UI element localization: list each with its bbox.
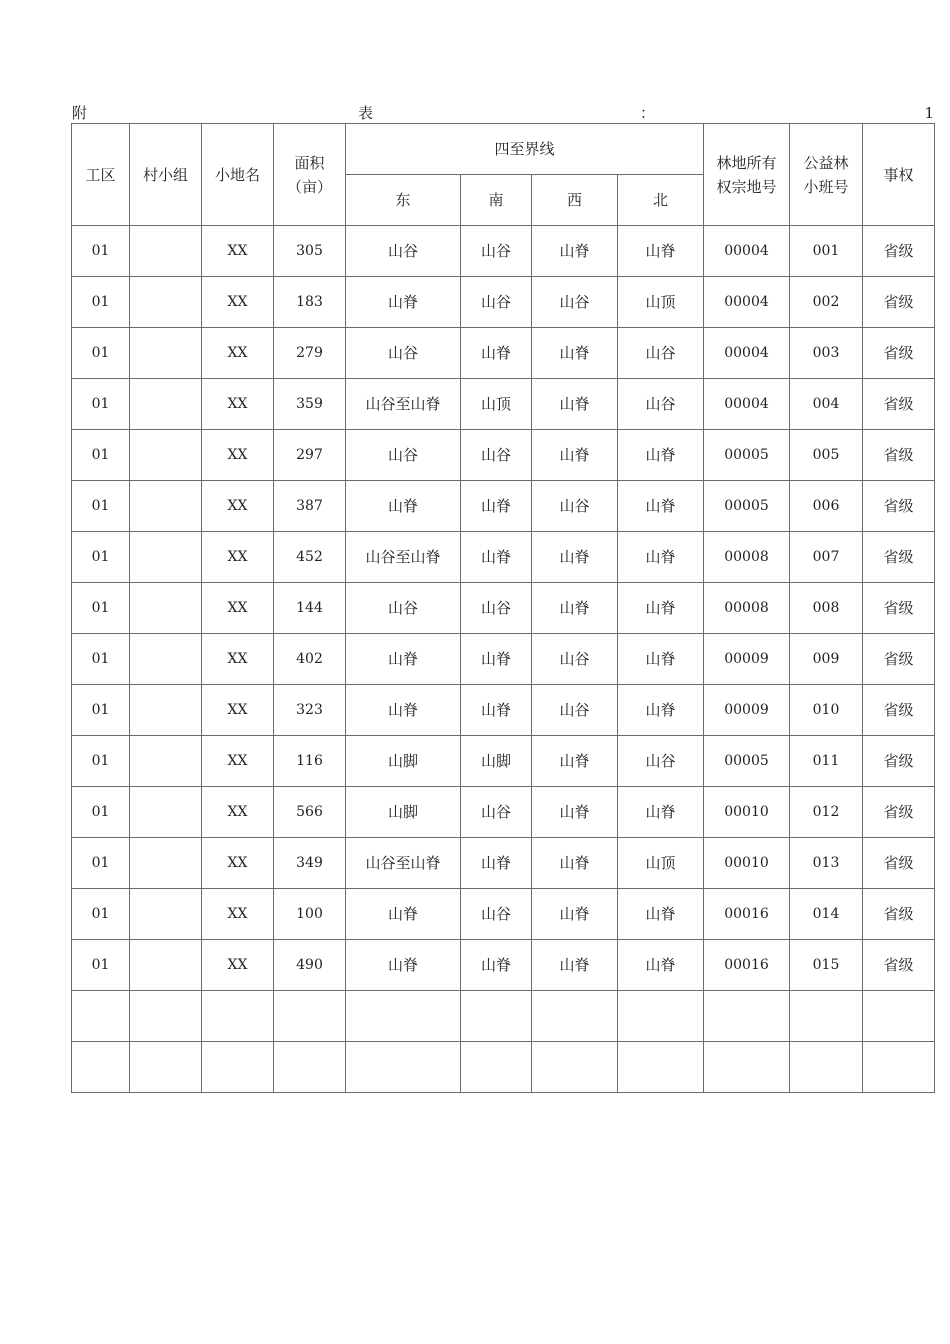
cell-bei: 山脊 bbox=[618, 685, 704, 736]
cell-cunxiaozu bbox=[130, 838, 202, 889]
header-nan: 南 bbox=[461, 175, 532, 226]
cell-nan: 山谷 bbox=[461, 787, 532, 838]
cell-xiaobanhao: 008 bbox=[790, 583, 863, 634]
cell-nan: 山谷 bbox=[461, 889, 532, 940]
forest-land-table bbox=[71, 123, 935, 1093]
cell-shiquan: 省级 bbox=[863, 226, 935, 277]
cell-dong: 山谷 bbox=[346, 328, 461, 379]
cell-dong: 山谷 bbox=[346, 430, 461, 481]
cell-xiaobanhao: 009 bbox=[790, 634, 863, 685]
cell-dong: 山谷至山脊 bbox=[346, 532, 461, 583]
cell-xi: 山脊 bbox=[532, 940, 618, 991]
cell-gongqu: 01 bbox=[72, 226, 130, 277]
cell-zongdihao: 00004 bbox=[704, 226, 790, 277]
table-row bbox=[72, 787, 935, 838]
cell-gongqu: 01 bbox=[72, 277, 130, 328]
cell-bei: 山脊 bbox=[618, 430, 704, 481]
cell-bei: 山脊 bbox=[618, 940, 704, 991]
cell-xiaodiming: XX bbox=[202, 328, 274, 379]
cell-bei: 山脊 bbox=[618, 481, 704, 532]
cell-xiaodiming: XX bbox=[202, 787, 274, 838]
header-xi: 西 bbox=[532, 175, 618, 226]
cell-mianji: 359 bbox=[274, 379, 346, 430]
cell-gongqu: 01 bbox=[72, 889, 130, 940]
cell-xiaobanhao: 006 bbox=[790, 481, 863, 532]
cell-xi: 山谷 bbox=[532, 481, 618, 532]
cell-xi: 山谷 bbox=[532, 685, 618, 736]
cell-zongdihao bbox=[704, 991, 790, 1042]
cell-cunxiaozu bbox=[130, 328, 202, 379]
header-zongdihao-line1: 林地所有 bbox=[716, 153, 777, 172]
cell-xi: 山谷 bbox=[532, 277, 618, 328]
cell-xi: 山脊 bbox=[532, 736, 618, 787]
table-row bbox=[72, 1042, 935, 1093]
header-dong: 东 bbox=[346, 175, 461, 226]
cell-xi: 山脊 bbox=[532, 532, 618, 583]
cell-gongqu bbox=[72, 1042, 130, 1093]
cell-dong: 山谷至山脊 bbox=[346, 379, 461, 430]
cell-xiaodiming bbox=[202, 991, 274, 1042]
cell-dong: 山脚 bbox=[346, 787, 461, 838]
cell-mianji: 116 bbox=[274, 736, 346, 787]
cell-xi bbox=[532, 1042, 618, 1093]
cell-xi: 山脊 bbox=[532, 838, 618, 889]
cell-gongqu: 01 bbox=[72, 634, 130, 685]
cell-shiquan: 省级 bbox=[863, 736, 935, 787]
cell-shiquan: 省级 bbox=[863, 379, 935, 430]
cell-dong: 山脊 bbox=[346, 634, 461, 685]
cell-xiaodiming: XX bbox=[202, 736, 274, 787]
cell-dong: 山谷至山脊 bbox=[346, 838, 461, 889]
cell-nan: 山脊 bbox=[461, 838, 532, 889]
cell-dong: 山脊 bbox=[346, 685, 461, 736]
cell-nan: 山脊 bbox=[461, 328, 532, 379]
cell-zongdihao bbox=[704, 1042, 790, 1093]
cell-mianji: 297 bbox=[274, 430, 346, 481]
cell-shiquan: 省级 bbox=[863, 634, 935, 685]
table-row bbox=[72, 430, 935, 481]
cell-gongqu: 01 bbox=[72, 736, 130, 787]
cell-mianji: 305 bbox=[274, 226, 346, 277]
cell-nan: 山谷 bbox=[461, 430, 532, 481]
cell-xiaodiming: XX bbox=[202, 430, 274, 481]
cell-zongdihao: 00016 bbox=[704, 940, 790, 991]
cell-mianji: 490 bbox=[274, 940, 346, 991]
cell-gongqu: 01 bbox=[72, 430, 130, 481]
cell-dong bbox=[346, 1042, 461, 1093]
cell-gongqu bbox=[72, 991, 130, 1042]
cell-xiaodiming: XX bbox=[202, 277, 274, 328]
cell-bei: 山谷 bbox=[618, 736, 704, 787]
cell-shiquan: 省级 bbox=[863, 583, 935, 634]
cell-xiaodiming bbox=[202, 1042, 274, 1093]
cell-cunxiaozu bbox=[130, 379, 202, 430]
cell-mianji: 183 bbox=[274, 277, 346, 328]
cell-xiaobanhao: 007 bbox=[790, 532, 863, 583]
cell-dong: 山脚 bbox=[346, 736, 461, 787]
cell-bei: 山顶 bbox=[618, 277, 704, 328]
header-xiaobanhao bbox=[790, 124, 863, 226]
cell-bei: 山谷 bbox=[618, 379, 704, 430]
header-zongdihao-line2: 权宗地号 bbox=[716, 177, 777, 196]
table-row bbox=[72, 736, 935, 787]
cell-xi: 山脊 bbox=[532, 328, 618, 379]
cell-shiquan: 省级 bbox=[863, 889, 935, 940]
cell-xiaodiming: XX bbox=[202, 379, 274, 430]
cell-xiaodiming: XX bbox=[202, 532, 274, 583]
cell-bei bbox=[618, 1042, 704, 1093]
cell-xiaobanhao: 011 bbox=[790, 736, 863, 787]
header-shiquan: 事权 bbox=[863, 124, 935, 226]
cell-xiaobanhao: 015 bbox=[790, 940, 863, 991]
caption-middle: 表 bbox=[358, 104, 374, 122]
cell-xiaobanhao bbox=[790, 991, 863, 1042]
cell-shiquan: 省级 bbox=[863, 685, 935, 736]
table-row bbox=[72, 583, 935, 634]
cell-zongdihao: 00005 bbox=[704, 430, 790, 481]
cell-shiquan: 省级 bbox=[863, 481, 935, 532]
cell-bei: 山谷 bbox=[618, 328, 704, 379]
cell-xiaobanhao: 001 bbox=[790, 226, 863, 277]
cell-cunxiaozu bbox=[130, 430, 202, 481]
cell-nan: 山谷 bbox=[461, 226, 532, 277]
cell-mianji: 144 bbox=[274, 583, 346, 634]
cell-zongdihao: 00010 bbox=[704, 787, 790, 838]
header-gongqu: 工区 bbox=[72, 124, 130, 226]
cell-zongdihao: 00004 bbox=[704, 277, 790, 328]
cell-xiaobanhao: 002 bbox=[790, 277, 863, 328]
cell-cunxiaozu bbox=[130, 991, 202, 1042]
cell-bei bbox=[618, 991, 704, 1042]
table-row bbox=[72, 940, 935, 991]
cell-cunxiaozu bbox=[130, 634, 202, 685]
cell-gongqu: 01 bbox=[72, 583, 130, 634]
cell-zongdihao: 00009 bbox=[704, 634, 790, 685]
cell-zongdihao: 00005 bbox=[704, 736, 790, 787]
cell-mianji: 323 bbox=[274, 685, 346, 736]
table-row bbox=[72, 328, 935, 379]
cell-cunxiaozu bbox=[130, 736, 202, 787]
cell-xi: 山脊 bbox=[532, 379, 618, 430]
cell-bei: 山脊 bbox=[618, 583, 704, 634]
cell-mianji: 387 bbox=[274, 481, 346, 532]
cell-zongdihao: 00016 bbox=[704, 889, 790, 940]
cell-cunxiaozu bbox=[130, 685, 202, 736]
cell-bei: 山脊 bbox=[618, 787, 704, 838]
cell-dong: 山脊 bbox=[346, 277, 461, 328]
cell-nan: 山脚 bbox=[461, 736, 532, 787]
cell-cunxiaozu bbox=[130, 787, 202, 838]
cell-mianji: 402 bbox=[274, 634, 346, 685]
header-mianji bbox=[274, 124, 346, 226]
cell-zongdihao: 00004 bbox=[704, 328, 790, 379]
cell-xi: 山脊 bbox=[532, 226, 618, 277]
cell-dong: 山谷 bbox=[346, 226, 461, 277]
cell-xiaodiming: XX bbox=[202, 226, 274, 277]
cell-gongqu: 01 bbox=[72, 481, 130, 532]
cell-bei: 山脊 bbox=[618, 634, 704, 685]
header-xiaobanhao-line1: 公益林 bbox=[803, 153, 849, 172]
cell-xiaobanhao: 012 bbox=[790, 787, 863, 838]
cell-cunxiaozu bbox=[130, 481, 202, 532]
cell-xi: 山谷 bbox=[532, 634, 618, 685]
cell-xi: 山脊 bbox=[532, 583, 618, 634]
cell-cunxiaozu bbox=[130, 583, 202, 634]
cell-xiaobanhao bbox=[790, 1042, 863, 1093]
cell-zongdihao: 00010 bbox=[704, 838, 790, 889]
cell-xiaodiming: XX bbox=[202, 940, 274, 991]
cell-xiaobanhao: 003 bbox=[790, 328, 863, 379]
cell-cunxiaozu bbox=[130, 940, 202, 991]
cell-shiquan: 省级 bbox=[863, 940, 935, 991]
cell-xiaodiming: XX bbox=[202, 583, 274, 634]
cell-mianji: 349 bbox=[274, 838, 346, 889]
table-row bbox=[72, 226, 935, 277]
cell-gongqu: 01 bbox=[72, 379, 130, 430]
cell-nan: 山谷 bbox=[461, 277, 532, 328]
header-xiaodiming: 小地名 bbox=[202, 124, 274, 226]
cell-nan: 山脊 bbox=[461, 940, 532, 991]
cell-zongdihao: 00008 bbox=[704, 583, 790, 634]
cell-shiquan bbox=[863, 1042, 935, 1093]
caption-number: 1 bbox=[924, 104, 934, 122]
table-row bbox=[72, 838, 935, 889]
cell-mianji bbox=[274, 1042, 346, 1093]
header-xiaobanhao-line2: 小班号 bbox=[803, 177, 849, 196]
cell-cunxiaozu bbox=[130, 226, 202, 277]
table-row bbox=[72, 277, 935, 328]
cell-dong: 山谷 bbox=[346, 583, 461, 634]
table-row bbox=[72, 481, 935, 532]
cell-xiaobanhao: 014 bbox=[790, 889, 863, 940]
cell-xi: 山脊 bbox=[532, 430, 618, 481]
table-row bbox=[72, 685, 935, 736]
cell-mianji: 452 bbox=[274, 532, 346, 583]
cell-zongdihao: 00004 bbox=[704, 379, 790, 430]
cell-zongdihao: 00009 bbox=[704, 685, 790, 736]
header-cunxiaozu: 村小组 bbox=[130, 124, 202, 226]
cell-xiaobanhao: 005 bbox=[790, 430, 863, 481]
table-caption bbox=[72, 103, 934, 123]
cell-bei: 山脊 bbox=[618, 889, 704, 940]
caption-prefix: 附 bbox=[72, 104, 88, 122]
cell-nan: 山脊 bbox=[461, 532, 532, 583]
cell-xiaodiming: XX bbox=[202, 481, 274, 532]
cell-shiquan: 省级 bbox=[863, 277, 935, 328]
cell-dong: 山脊 bbox=[346, 481, 461, 532]
cell-nan: 山顶 bbox=[461, 379, 532, 430]
table-row bbox=[72, 379, 935, 430]
cell-dong: 山脊 bbox=[346, 940, 461, 991]
cell-xiaobanhao: 004 bbox=[790, 379, 863, 430]
cell-nan: 山脊 bbox=[461, 634, 532, 685]
cell-xi bbox=[532, 991, 618, 1042]
header-mianji-line1: 面积 bbox=[294, 153, 325, 172]
cell-bei: 山脊 bbox=[618, 532, 704, 583]
cell-gongqu: 01 bbox=[72, 532, 130, 583]
header-bei: 北 bbox=[618, 175, 704, 226]
cell-gongqu: 01 bbox=[72, 328, 130, 379]
cell-shiquan: 省级 bbox=[863, 838, 935, 889]
cell-shiquan bbox=[863, 991, 935, 1042]
cell-nan: 山脊 bbox=[461, 685, 532, 736]
cell-xi: 山脊 bbox=[532, 787, 618, 838]
cell-xi: 山脊 bbox=[532, 889, 618, 940]
cell-gongqu: 01 bbox=[72, 940, 130, 991]
cell-shiquan: 省级 bbox=[863, 430, 935, 481]
cell-gongqu: 01 bbox=[72, 685, 130, 736]
cell-nan: 山谷 bbox=[461, 583, 532, 634]
cell-gongqu: 01 bbox=[72, 787, 130, 838]
cell-cunxiaozu bbox=[130, 532, 202, 583]
cell-bei: 山顶 bbox=[618, 838, 704, 889]
cell-cunxiaozu bbox=[130, 1042, 202, 1093]
cell-zongdihao: 00008 bbox=[704, 532, 790, 583]
cell-xiaobanhao: 013 bbox=[790, 838, 863, 889]
cell-shiquan: 省级 bbox=[863, 328, 935, 379]
header-mianji-line2: （亩） bbox=[286, 177, 332, 196]
cell-shiquan: 省级 bbox=[863, 787, 935, 838]
table-row bbox=[72, 889, 935, 940]
cell-dong bbox=[346, 991, 461, 1042]
table-body bbox=[72, 226, 935, 1093]
cell-zongdihao: 00005 bbox=[704, 481, 790, 532]
cell-dong: 山脊 bbox=[346, 889, 461, 940]
cell-cunxiaozu bbox=[130, 277, 202, 328]
table-row bbox=[72, 991, 935, 1042]
cell-mianji: 279 bbox=[274, 328, 346, 379]
cell-mianji: 566 bbox=[274, 787, 346, 838]
cell-cunxiaozu bbox=[130, 889, 202, 940]
cell-bei: 山脊 bbox=[618, 226, 704, 277]
table-row bbox=[72, 634, 935, 685]
table-row bbox=[72, 532, 935, 583]
header-zongdihao bbox=[704, 124, 790, 226]
cell-shiquan: 省级 bbox=[863, 532, 935, 583]
cell-xiaodiming: XX bbox=[202, 838, 274, 889]
cell-mianji bbox=[274, 991, 346, 1042]
cell-xiaodiming: XX bbox=[202, 634, 274, 685]
cell-nan: 山脊 bbox=[461, 481, 532, 532]
table-header bbox=[72, 124, 935, 226]
cell-mianji: 100 bbox=[274, 889, 346, 940]
cell-xiaodiming: XX bbox=[202, 889, 274, 940]
cell-nan bbox=[461, 1042, 532, 1093]
header-sizhi: 四至界线 bbox=[346, 124, 704, 175]
caption-colon: ： bbox=[640, 104, 656, 122]
cell-nan bbox=[461, 991, 532, 1042]
cell-xiaodiming: XX bbox=[202, 685, 274, 736]
cell-xiaobanhao: 010 bbox=[790, 685, 863, 736]
cell-gongqu: 01 bbox=[72, 838, 130, 889]
